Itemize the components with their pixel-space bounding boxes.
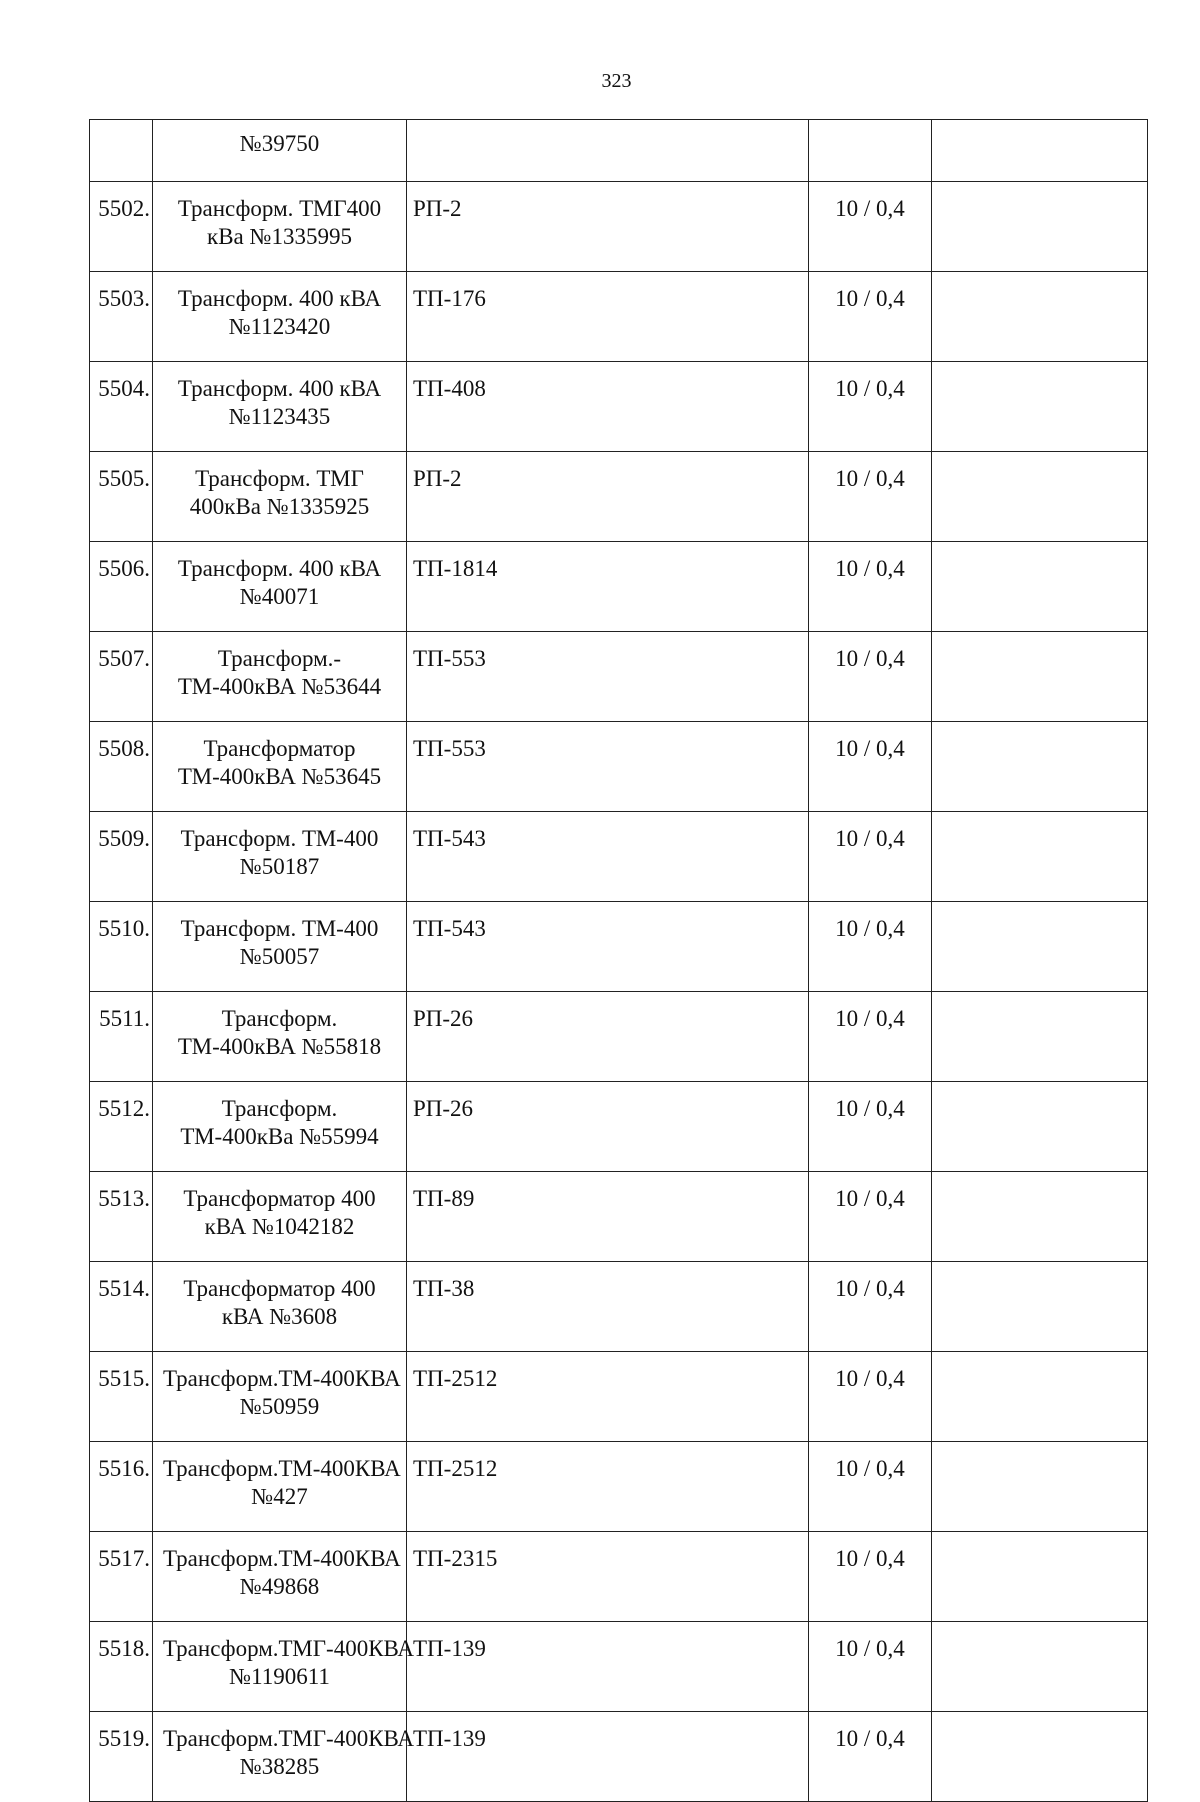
cell-extra — [932, 1442, 1148, 1532]
cell-number: 5516. — [90, 1442, 153, 1532]
cell-substation: ТП-1814 — [407, 542, 809, 632]
table-row — [90, 1442, 1148, 1532]
cell-equipment-name: №39750 — [153, 120, 407, 182]
cell-extra — [932, 1622, 1148, 1712]
cell-number: 5513. — [90, 1172, 153, 1262]
cell-extra — [932, 362, 1148, 452]
cell-equipment-name: Трансформ. 400 кВА №1123435 — [153, 362, 407, 452]
cell-extra — [932, 542, 1148, 632]
cell-extra — [932, 992, 1148, 1082]
cell-substation: ТП-543 — [407, 902, 809, 992]
cell-number: 5507. — [90, 632, 153, 722]
cell-voltage: 10 / 0,4 — [809, 362, 932, 452]
table-row — [90, 182, 1148, 272]
table-row — [90, 722, 1148, 812]
cell-voltage: 10 / 0,4 — [809, 902, 932, 992]
table-row — [90, 542, 1148, 632]
cell-substation: ТП-139 — [407, 1622, 809, 1712]
table-row — [90, 1172, 1148, 1262]
cell-substation: ТП-38 — [407, 1262, 809, 1352]
table-row-continuation — [90, 120, 1148, 182]
cell-extra — [932, 902, 1148, 992]
cell-number: 5515. — [90, 1352, 153, 1442]
cell-equipment-name: Трансформ.ТМГ-400КВА №38285 — [153, 1712, 407, 1802]
cell-equipment-name: Трансформ. ТМ-400кВА №55818 — [153, 992, 407, 1082]
table-row — [90, 272, 1148, 362]
cell-voltage: 10 / 0,4 — [809, 1442, 932, 1532]
cell-number: 5506. — [90, 542, 153, 632]
cell-voltage: 10 / 0,4 — [809, 1082, 932, 1172]
cell-extra — [932, 272, 1148, 362]
cell-equipment-name: Трансформатор 400 кВА №3608 — [153, 1262, 407, 1352]
cell-number: 5510. — [90, 902, 153, 992]
table-row — [90, 452, 1148, 542]
cell-equipment-name: Трансформ. ТМГ 400кВа №1335925 — [153, 452, 407, 542]
cell-equipment-name: Трансформ.ТМ-400КВА №49868 — [153, 1532, 407, 1622]
cell-equipment-name: Трансформ.ТМ-400КВА №427 — [153, 1442, 407, 1532]
table-row — [90, 992, 1148, 1082]
table-row — [90, 1082, 1148, 1172]
cell-voltage: 10 / 0,4 — [809, 1262, 932, 1352]
table-body — [90, 120, 1148, 1802]
cell-extra — [932, 1352, 1148, 1442]
cell-extra — [932, 452, 1148, 542]
cell-number: 5502. — [90, 182, 153, 272]
cell-extra — [932, 812, 1148, 902]
cell-extra — [932, 632, 1148, 722]
cell-voltage: 10 / 0,4 — [809, 272, 932, 362]
cell-voltage: 10 / 0,4 — [809, 632, 932, 722]
table-row — [90, 1622, 1148, 1712]
cell-equipment-name: Трансформ. ТМ-400кВа №55994 — [153, 1082, 407, 1172]
cell-substation: РП-26 — [407, 1082, 809, 1172]
cell-substation: ТП-2512 — [407, 1352, 809, 1442]
cell-substation: ТП-139 — [407, 1712, 809, 1802]
inventory-table — [89, 119, 1148, 1802]
table-row — [90, 362, 1148, 452]
cell-extra — [932, 182, 1148, 272]
cell-number: 5518. — [90, 1622, 153, 1712]
cell-equipment-name: Трансформ.ТМГ-400КВА №1190611 — [153, 1622, 407, 1712]
cell-extra — [932, 1712, 1148, 1802]
table-row — [90, 1262, 1148, 1352]
cell-substation: ТП-553 — [407, 722, 809, 812]
cell-equipment-name: Трансформ. 400 кВА №40071 — [153, 542, 407, 632]
cell-number: 5508. — [90, 722, 153, 812]
cell-number: 5511. — [90, 992, 153, 1082]
cell-equipment-name: Трансформ.ТМ-400КВА №50959 — [153, 1352, 407, 1442]
table-row — [90, 1712, 1148, 1802]
cell-number: 5505. — [90, 452, 153, 542]
cell-substation — [407, 120, 809, 182]
cell-extra — [932, 1262, 1148, 1352]
cell-voltage: 10 / 0,4 — [809, 1712, 932, 1802]
cell-equipment-name: Трансформ. ТМ-400 №50057 — [153, 902, 407, 992]
cell-equipment-name: Трансформ.-ТМ-400кВА №53644 — [153, 632, 407, 722]
cell-number: 5509. — [90, 812, 153, 902]
cell-extra — [932, 1082, 1148, 1172]
cell-number: 5503. — [90, 272, 153, 362]
cell-number: 5517. — [90, 1532, 153, 1622]
cell-substation: ТП-543 — [407, 812, 809, 902]
table-row — [90, 812, 1148, 902]
cell-voltage: 10 / 0,4 — [809, 452, 932, 542]
cell-voltage: 10 / 0,4 — [809, 182, 932, 272]
cell-substation: ТП-2315 — [407, 1532, 809, 1622]
table-row — [90, 902, 1148, 992]
cell-substation: ТП-2512 — [407, 1442, 809, 1532]
cell-number: 5512. — [90, 1082, 153, 1172]
cell-voltage: 10 / 0,4 — [809, 1532, 932, 1622]
cell-voltage: 10 / 0,4 — [809, 722, 932, 812]
cell-equipment-name: Трансформатор 400 кВА №1042182 — [153, 1172, 407, 1262]
table-row — [90, 632, 1148, 722]
cell-number — [90, 120, 153, 182]
cell-voltage: 10 / 0,4 — [809, 992, 932, 1082]
cell-number: 5519. — [90, 1712, 153, 1802]
cell-voltage: 10 / 0,4 — [809, 542, 932, 632]
cell-equipment-name: Трансформ. 400 кВА №1123420 — [153, 272, 407, 362]
cell-substation: РП-26 — [407, 992, 809, 1082]
cell-extra — [932, 120, 1148, 182]
cell-substation: ТП-553 — [407, 632, 809, 722]
cell-number: 5504. — [90, 362, 153, 452]
cell-substation: РП-2 — [407, 452, 809, 542]
cell-number: 5514. — [90, 1262, 153, 1352]
cell-extra — [932, 1532, 1148, 1622]
cell-extra — [932, 722, 1148, 812]
cell-equipment-name: Трансформ. ТМ-400 №50187 — [153, 812, 407, 902]
table-row — [90, 1532, 1148, 1622]
cell-voltage: 10 / 0,4 — [809, 1622, 932, 1712]
cell-substation: ТП-408 — [407, 362, 809, 452]
cell-substation: ТП-176 — [407, 272, 809, 362]
table-row — [90, 1352, 1148, 1442]
cell-voltage: 10 / 0,4 — [809, 1352, 932, 1442]
cell-substation: ТП-89 — [407, 1172, 809, 1262]
cell-equipment-name: Трансформ. ТМГ400 кВа №1335995 — [153, 182, 407, 272]
cell-extra — [932, 1172, 1148, 1262]
cell-voltage — [809, 120, 932, 182]
cell-equipment-name: Трансформатор ТМ-400кВА №53645 — [153, 722, 407, 812]
cell-substation: РП-2 — [407, 182, 809, 272]
cell-voltage: 10 / 0,4 — [809, 1172, 932, 1262]
page-number: 323 — [601, 70, 632, 92]
cell-voltage: 10 / 0,4 — [809, 812, 932, 902]
